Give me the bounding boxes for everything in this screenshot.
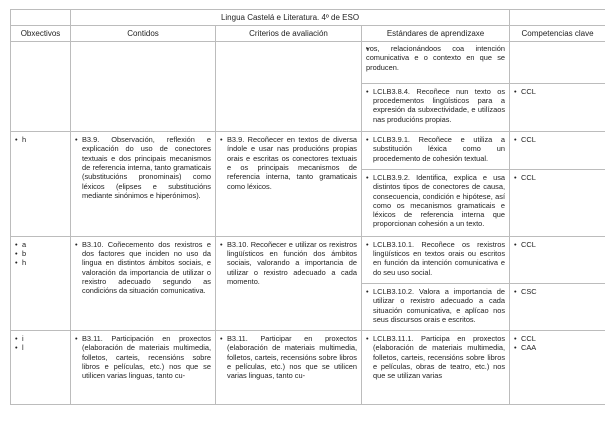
competencies-cell	[510, 169, 605, 236]
competencies-cell	[510, 331, 605, 404]
objective-item: • a	[15, 240, 66, 249]
table-row	[11, 42, 606, 84]
column-header-competencies: Competencias clave	[510, 26, 605, 42]
table-title-row	[11, 10, 606, 26]
objective-item: • i	[15, 334, 66, 343]
content-text: • B3.9. Observación, reflexión e explicación do uso de conectores textuais e dos principais mecanismos de referencia interna, tanto gramaticais (substitucións pronominais) como léxicos (elipses e substitucións mediante sinónimos e hiperónimos).	[75, 135, 211, 200]
column-header-row	[11, 26, 606, 42]
curriculum-table	[10, 9, 605, 405]
competencies-cell	[510, 283, 605, 330]
objectives-cell	[11, 132, 71, 237]
table-row	[11, 132, 606, 170]
column-header-standards: Estándares de aprendizaxe	[362, 26, 510, 42]
contents-cell	[71, 42, 216, 132]
standard-cell	[362, 283, 510, 330]
competency-item: • CCL	[514, 240, 601, 249]
criteria-cell	[216, 42, 362, 132]
standard-text: • LCLB3.10.2. Valora a importancia de utilizar o rexistro adecuado a cada situación comunicativa, e aplícao nos seus discursos orais e escritos.	[366, 287, 505, 324]
column-header-contents: Contidos	[71, 26, 216, 42]
standard-text: • vos, relacionándoos coa intención comunicativa e o contexto en que se producen.	[366, 44, 505, 72]
contents-cell	[71, 132, 216, 237]
contents-cell	[71, 236, 216, 330]
title-corner-cell	[510, 10, 605, 26]
competency-item: • CAA	[514, 343, 601, 352]
title-corner-cell	[11, 10, 71, 26]
criteria-text: • B3.11. Participar en proxectos (elaboración de materiais multimedia, folletos, carteis, recensións sobre libros e películas, etc.) nos que se utilicen varias linguas, tanto cu-	[220, 334, 357, 380]
standard-cell	[362, 169, 510, 236]
criteria-cell	[216, 236, 362, 330]
standard-text: • LCLB3.10.1. Recoñece os rexistros lingüísticos en textos orais ou escritos en función da intención comunicativa e do seu uso social.	[366, 240, 505, 277]
competencies-cell	[510, 83, 605, 131]
table-row	[11, 331, 606, 404]
standard-cell	[362, 132, 510, 170]
objective-item: • h	[15, 135, 66, 144]
objective-item: • b	[15, 249, 66, 258]
standard-text: • LCLB3.8.4. Recoñece nun texto os procedementos lingüísticos para a expresión da subxectividade, e utilízaos nas producións propias.	[366, 87, 505, 124]
competency-item: • CSC	[514, 287, 601, 296]
competency-item: • CCL	[514, 173, 601, 182]
competencies-cell	[510, 236, 605, 283]
standard-text: • LCLB3.9.1. Recoñece e utiliza a substitución léxica como un procedemento de cohesión textual.	[366, 135, 505, 163]
content-text: • B3.10. Coñecemento dos rexistros e dos factores que inciden no uso da lingua en distintos ámbitos sociais, e valoración da importancia de utilizar o rexistro adecuado segundo as condicións da situación comunicativa.	[75, 240, 211, 296]
objectives-cell	[11, 236, 71, 330]
standard-cell	[362, 331, 510, 404]
competency-item: • CCL	[514, 135, 601, 144]
objectives-cell	[11, 331, 71, 404]
criteria-cell	[216, 132, 362, 237]
column-header-objectives: Obxectivos	[11, 26, 71, 42]
competency-item: • CCL	[514, 334, 601, 343]
table-row	[11, 236, 606, 283]
objective-item: • h	[15, 258, 66, 267]
standard-cell	[362, 42, 510, 84]
criteria-text: • B3.10. Recoñecer e utilizar os rexistros lingüísticos en función dos ámbitos sociais, valorando a importancia de utilizar o rexistro adecuado a cada momento.	[220, 240, 357, 286]
criteria-cell	[216, 331, 362, 404]
competency-item: • CCL	[514, 87, 601, 96]
document-page	[10, 9, 605, 439]
competencies-cell	[510, 132, 605, 170]
standard-text: • LCLB3.9.2. Identifica, explica e usa distintos tipos de conectores de causa, consecuencia, condición e hipótese, así como os mecanismos gramaticais e léxicos de referencia interna que proporcionan cohesión a un texto.	[366, 173, 505, 229]
objective-item: • l	[15, 343, 66, 352]
table-title: Lingua Castelá e Literatura. 4º de ESO	[71, 10, 510, 26]
standard-text: • LCLB3.11.1. Participa en proxectos (elaboración de materiais multimedia, folletos, carteis, recensións sobre libros e películas, obras de teatro, etc.) nos que se utilizan varias	[366, 334, 505, 380]
content-text: • B3.11. Participación en proxectos (elaboración de materiais multimedia, folletos, carteis, recensións sobre libros e películas, etc.) nos que se utilicen varias linguas, tanto cu-	[75, 334, 211, 380]
objectives-cell	[11, 42, 71, 132]
contents-cell	[71, 331, 216, 404]
competencies-cell	[510, 42, 605, 84]
criteria-text: • B3.9. Recoñecer en textos de diversa índole e usar nas producións propias orais e escritas os conectores textuais e os principais mecanismos de referencia interna, tanto gramaticais como léxicos.	[220, 135, 357, 191]
standard-cell	[362, 83, 510, 131]
column-header-criteria: Criterios de avaliación	[216, 26, 362, 42]
standard-cell	[362, 236, 510, 283]
